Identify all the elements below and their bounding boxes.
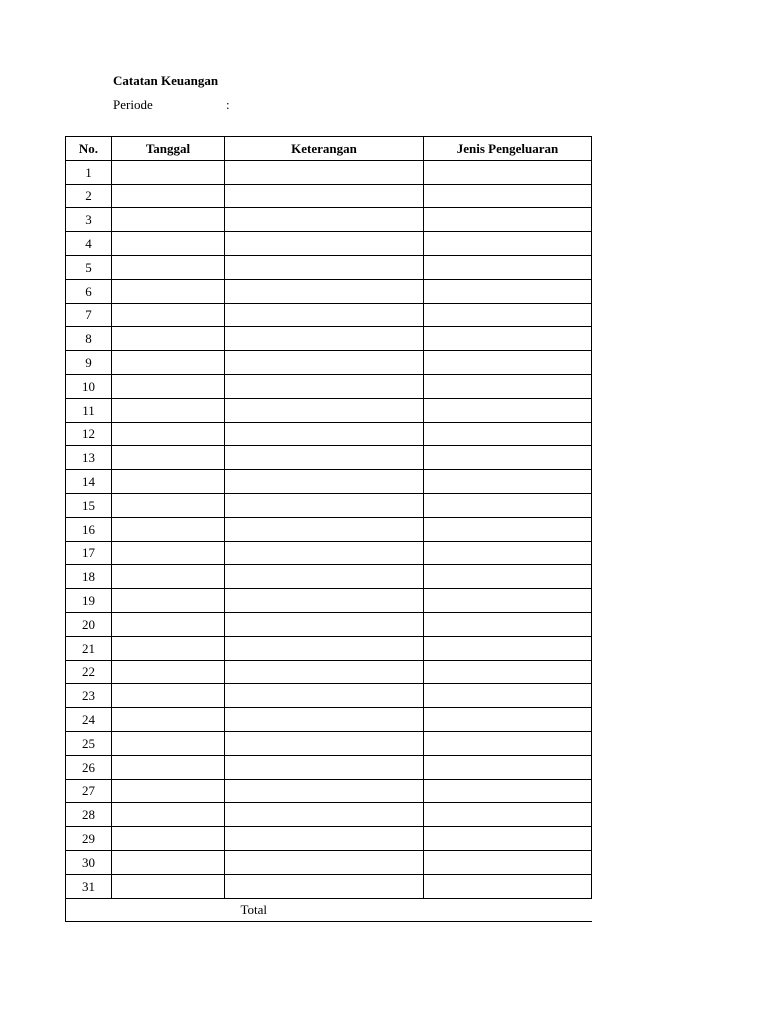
ledger-body — [66, 160, 592, 898]
jenis-pengeluaran-cell[interactable] — [424, 327, 592, 351]
jenis-pengeluaran-cell[interactable] — [424, 636, 592, 660]
table-row — [66, 303, 592, 327]
jenis-pengeluaran-cell[interactable] — [424, 184, 592, 208]
document-title: Catatan Keuangan — [113, 73, 219, 88]
tanggal-cell[interactable] — [112, 232, 225, 256]
periode-colon: : — [226, 97, 230, 112]
keterangan-cell[interactable] — [225, 636, 424, 660]
table-row — [66, 279, 592, 303]
table-row — [66, 422, 592, 446]
table-row — [66, 446, 592, 470]
row-number: 21 — [66, 636, 112, 660]
row-number: 9 — [66, 351, 112, 375]
tanggal-cell[interactable] — [112, 827, 225, 851]
jenis-pengeluaran-cell[interactable] — [424, 803, 592, 827]
tanggal-cell[interactable] — [112, 874, 225, 898]
tanggal-cell[interactable] — [112, 565, 225, 589]
keterangan-cell[interactable] — [225, 208, 424, 232]
table-row — [66, 755, 592, 779]
keterangan-cell[interactable] — [225, 708, 424, 732]
row-number: 29 — [66, 827, 112, 851]
tanggal-cell[interactable] — [112, 327, 225, 351]
tanggal-cell[interactable] — [112, 636, 225, 660]
jenis-pengeluaran-cell[interactable] — [424, 755, 592, 779]
table-header-row — [66, 137, 592, 161]
table-row — [66, 160, 592, 184]
jenis-pengeluaran-cell[interactable] — [424, 565, 592, 589]
row-number: 31 — [66, 874, 112, 898]
header-keterangan: Keterangan — [225, 137, 424, 161]
jenis-pengeluaran-cell[interactable] — [424, 446, 592, 470]
keterangan-cell[interactable] — [225, 874, 424, 898]
row-number: 6 — [66, 279, 112, 303]
table-row — [66, 541, 592, 565]
table-row — [66, 874, 592, 898]
keterangan-cell[interactable] — [225, 589, 424, 613]
keterangan-cell[interactable] — [225, 684, 424, 708]
row-number: 25 — [66, 731, 112, 755]
row-number: 30 — [66, 850, 112, 874]
jenis-pengeluaran-cell[interactable] — [424, 612, 592, 636]
keterangan-cell[interactable] — [225, 303, 424, 327]
tanggal-cell[interactable] — [112, 612, 225, 636]
table-row — [66, 398, 592, 422]
row-number: 15 — [66, 493, 112, 517]
table-row — [66, 612, 592, 636]
total-cell — [225, 898, 592, 922]
keterangan-cell[interactable] — [225, 279, 424, 303]
total-row — [66, 898, 592, 922]
jenis-pengeluaran-cell[interactable] — [424, 208, 592, 232]
tanggal-cell[interactable] — [112, 470, 225, 494]
tanggal-cell[interactable] — [112, 351, 225, 375]
jenis-pengeluaran-cell[interactable] — [424, 541, 592, 565]
table-row — [66, 255, 592, 279]
periode-label: Periode — [113, 97, 153, 112]
table-row — [66, 684, 592, 708]
row-number: 28 — [66, 803, 112, 827]
tanggal-cell[interactable] — [112, 208, 225, 232]
row-number: 18 — [66, 565, 112, 589]
tanggal-cell[interactable] — [112, 731, 225, 755]
tanggal-cell[interactable] — [112, 541, 225, 565]
keterangan-cell[interactable] — [225, 850, 424, 874]
row-number: 13 — [66, 446, 112, 470]
table-row — [66, 493, 592, 517]
keterangan-cell[interactable] — [225, 803, 424, 827]
jenis-pengeluaran-cell[interactable] — [424, 279, 592, 303]
jenis-pengeluaran-cell[interactable] — [424, 351, 592, 375]
header-jenis-pengeluaran: Jenis Pengeluaran — [424, 137, 592, 161]
jenis-pengeluaran-cell[interactable] — [424, 779, 592, 803]
keterangan-cell[interactable] — [225, 351, 424, 375]
keterangan-cell[interactable] — [225, 398, 424, 422]
table-row — [66, 850, 592, 874]
ledger-table — [65, 136, 592, 922]
keterangan-cell[interactable] — [225, 660, 424, 684]
table-row — [66, 660, 592, 684]
keterangan-cell[interactable] — [225, 255, 424, 279]
keterangan-cell[interactable] — [225, 374, 424, 398]
row-number: 19 — [66, 589, 112, 613]
keterangan-cell[interactable] — [225, 446, 424, 470]
total-spacer — [66, 898, 225, 922]
table-row — [66, 327, 592, 351]
tanggal-cell[interactable] — [112, 160, 225, 184]
tanggal-cell[interactable] — [112, 279, 225, 303]
keterangan-cell[interactable] — [225, 779, 424, 803]
tanggal-cell[interactable] — [112, 493, 225, 517]
jenis-pengeluaran-cell[interactable] — [424, 827, 592, 851]
row-number: 3 — [66, 208, 112, 232]
jenis-pengeluaran-cell[interactable] — [424, 232, 592, 256]
table-row — [66, 351, 592, 375]
tanggal-cell[interactable] — [112, 779, 225, 803]
header-tanggal: Tanggal — [112, 137, 225, 161]
jenis-pengeluaran-cell[interactable] — [424, 589, 592, 613]
tanggal-cell[interactable] — [112, 589, 225, 613]
jenis-pengeluaran-cell[interactable] — [424, 517, 592, 541]
tanggal-cell[interactable] — [112, 517, 225, 541]
jenis-pengeluaran-cell[interactable] — [424, 470, 592, 494]
row-number: 2 — [66, 184, 112, 208]
jenis-pengeluaran-cell[interactable] — [424, 493, 592, 517]
table-row — [66, 708, 592, 732]
tanggal-cell[interactable] — [112, 446, 225, 470]
table-row — [66, 517, 592, 541]
jenis-pengeluaran-cell[interactable] — [424, 303, 592, 327]
keterangan-cell[interactable] — [225, 184, 424, 208]
keterangan-cell[interactable] — [225, 731, 424, 755]
table-row — [66, 779, 592, 803]
keterangan-cell[interactable] — [225, 422, 424, 446]
table-row — [66, 803, 592, 827]
row-number: 7 — [66, 303, 112, 327]
jenis-pengeluaran-cell[interactable] — [424, 874, 592, 898]
jenis-pengeluaran-cell[interactable] — [424, 422, 592, 446]
row-number: 22 — [66, 660, 112, 684]
keterangan-cell[interactable] — [225, 327, 424, 351]
keterangan-cell[interactable] — [225, 565, 424, 589]
keterangan-cell[interactable] — [225, 541, 424, 565]
tanggal-cell[interactable] — [112, 708, 225, 732]
table-row — [66, 827, 592, 851]
jenis-pengeluaran-cell[interactable] — [424, 160, 592, 184]
tanggal-cell[interactable] — [112, 684, 225, 708]
jenis-pengeluaran-cell[interactable] — [424, 660, 592, 684]
keterangan-cell[interactable] — [225, 493, 424, 517]
table-row — [66, 636, 592, 660]
row-number: 1 — [66, 160, 112, 184]
row-number: 12 — [66, 422, 112, 446]
row-number: 11 — [66, 398, 112, 422]
jenis-pengeluaran-cell[interactable] — [424, 708, 592, 732]
table-row — [66, 589, 592, 613]
tanggal-cell[interactable] — [112, 398, 225, 422]
row-number: 16 — [66, 517, 112, 541]
jenis-pengeluaran-cell[interactable] — [424, 398, 592, 422]
row-number: 14 — [66, 470, 112, 494]
row-number: 17 — [66, 541, 112, 565]
keterangan-cell[interactable] — [225, 755, 424, 779]
tanggal-cell[interactable] — [112, 255, 225, 279]
table-row — [66, 208, 592, 232]
keterangan-cell[interactable] — [225, 470, 424, 494]
tanggal-cell[interactable] — [112, 755, 225, 779]
keterangan-cell[interactable] — [225, 517, 424, 541]
jenis-pengeluaran-cell[interactable] — [424, 374, 592, 398]
table-row — [66, 731, 592, 755]
total-label: Total — [240, 902, 268, 918]
table-row — [66, 184, 592, 208]
row-number: 5 — [66, 255, 112, 279]
jenis-pengeluaran-cell[interactable] — [424, 255, 592, 279]
table-row — [66, 565, 592, 589]
tanggal-cell[interactable] — [112, 303, 225, 327]
row-number: 26 — [66, 755, 112, 779]
tanggal-cell[interactable] — [112, 374, 225, 398]
tanggal-cell[interactable] — [112, 422, 225, 446]
row-number: 27 — [66, 779, 112, 803]
row-number: 10 — [66, 374, 112, 398]
table-row — [66, 374, 592, 398]
jenis-pengeluaran-cell[interactable] — [424, 850, 592, 874]
tanggal-cell[interactable] — [112, 850, 225, 874]
tanggal-cell[interactable] — [112, 660, 225, 684]
keterangan-cell[interactable] — [225, 827, 424, 851]
jenis-pengeluaran-cell[interactable] — [424, 731, 592, 755]
table-row — [66, 470, 592, 494]
row-number: 8 — [66, 327, 112, 351]
tanggal-cell[interactable] — [112, 803, 225, 827]
jenis-pengeluaran-cell[interactable] — [424, 684, 592, 708]
row-number: 20 — [66, 612, 112, 636]
tanggal-cell[interactable] — [112, 184, 225, 208]
row-number: 24 — [66, 708, 112, 732]
row-number: 4 — [66, 232, 112, 256]
header-no: No. — [66, 137, 112, 161]
keterangan-cell[interactable] — [225, 160, 424, 184]
row-number: 23 — [66, 684, 112, 708]
keterangan-cell[interactable] — [225, 232, 424, 256]
keterangan-cell[interactable] — [225, 612, 424, 636]
table-row — [66, 232, 592, 256]
